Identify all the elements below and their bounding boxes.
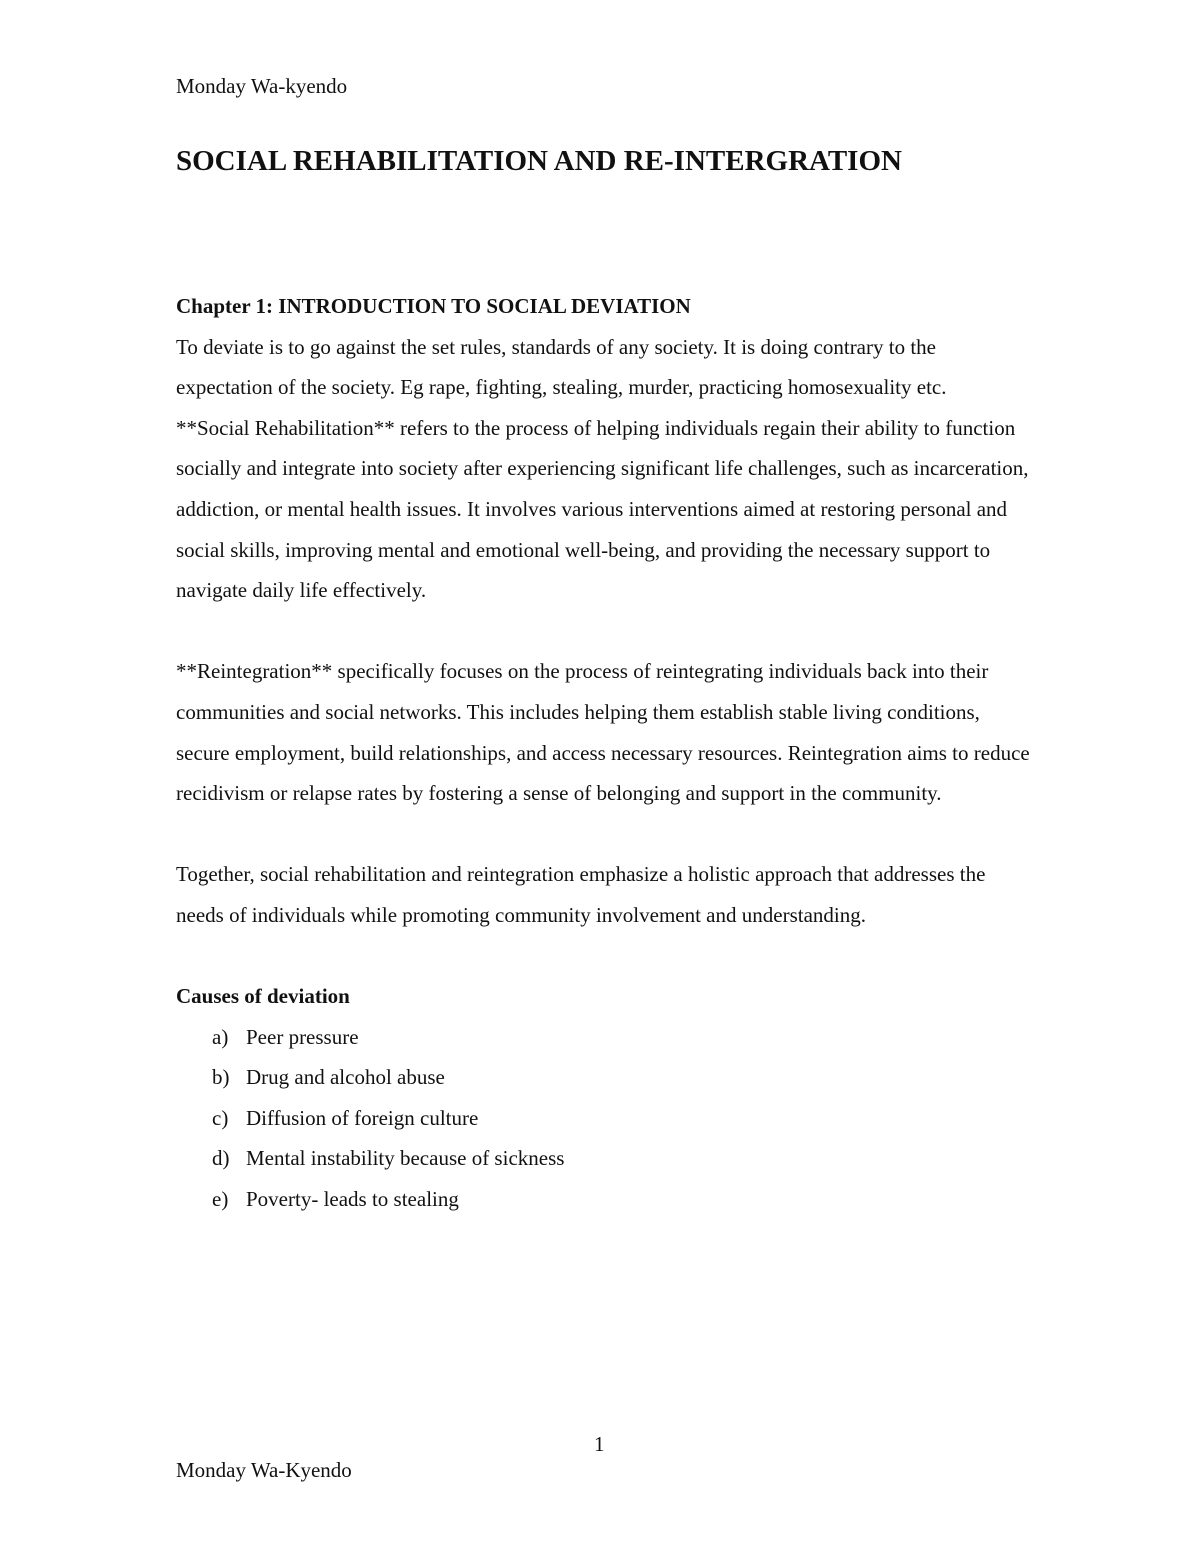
list-marker: c)	[212, 1105, 229, 1130]
list-item-text: Peer pressure	[246, 1024, 359, 1049]
list-item-text: Poverty- leads to stealing	[246, 1187, 459, 1212]
list-item-text: Mental instability because of sickness	[246, 1146, 565, 1171]
list-item	[176, 1098, 1036, 1139]
list-marker: d)	[212, 1146, 230, 1171]
paragraph-reintegration: **Reintegration** specifically focuses on the process of reintegrating individuals back into their communities and social networks. This includes helping them establish stable living conditions, secure employment, build relationships, and access necessary resources. Reintegration aims to reduce recidivism or relapse rates by fostering a sense of belonging and support in the community.	[176, 659, 1030, 806]
list-item	[176, 1017, 1036, 1058]
page-header-author: Monday Wa-kyendo	[176, 74, 348, 98]
causes-list	[176, 1017, 1036, 1220]
page-footer-author: Monday Wa-Kyendo	[176, 1458, 352, 1482]
list-marker: e)	[212, 1187, 229, 1212]
document-title: SOCIAL REHABILITATION AND RE-INTERGRATION	[176, 145, 902, 177]
paragraph-together: Together, social rehabilitation and reintegration emphasize a holistic approach that addresses the needs of individuals while promoting community involvement and understanding.	[176, 862, 986, 927]
paragraph-spacer	[176, 611, 1036, 652]
list-marker: a)	[212, 1024, 229, 1049]
list-item	[176, 1138, 1036, 1179]
paragraph-social-rehabilitation: **Social Rehabilitation** refers to the process of helping individuals regain their ability to function socially and integrate into society after experiencing significant life challenges, such as incarceration, addiction, or mental health issues. It involves various interventions aimed at restoring personal and social skills, improving mental and emotional well-being, and providing the necessary support to navigate daily life effectively.	[176, 415, 1029, 603]
chapter-heading: Chapter 1: INTRODUCTION TO SOCIAL DEVIATION	[176, 294, 691, 318]
list-item-text: Diffusion of foreign culture	[246, 1105, 479, 1130]
paragraph-definition-deviation: To deviate is to go against the set rules, standards of any society. It is doing contrary to the expectation of the society. Eg rape, fighting, stealing, murder, practicing homosexuality etc.	[176, 334, 947, 400]
page-number: 1	[594, 1432, 605, 1456]
paragraph-spacer	[176, 814, 1036, 855]
list-item	[176, 1179, 1036, 1220]
causes-heading: Causes of deviation	[176, 984, 350, 1009]
list-marker: b)	[212, 1065, 230, 1090]
list-item-text: Drug and alcohol abuse	[246, 1065, 445, 1090]
list-item	[176, 1057, 1036, 1098]
paragraph-spacer	[176, 936, 1036, 977]
document-body	[176, 286, 1036, 1220]
